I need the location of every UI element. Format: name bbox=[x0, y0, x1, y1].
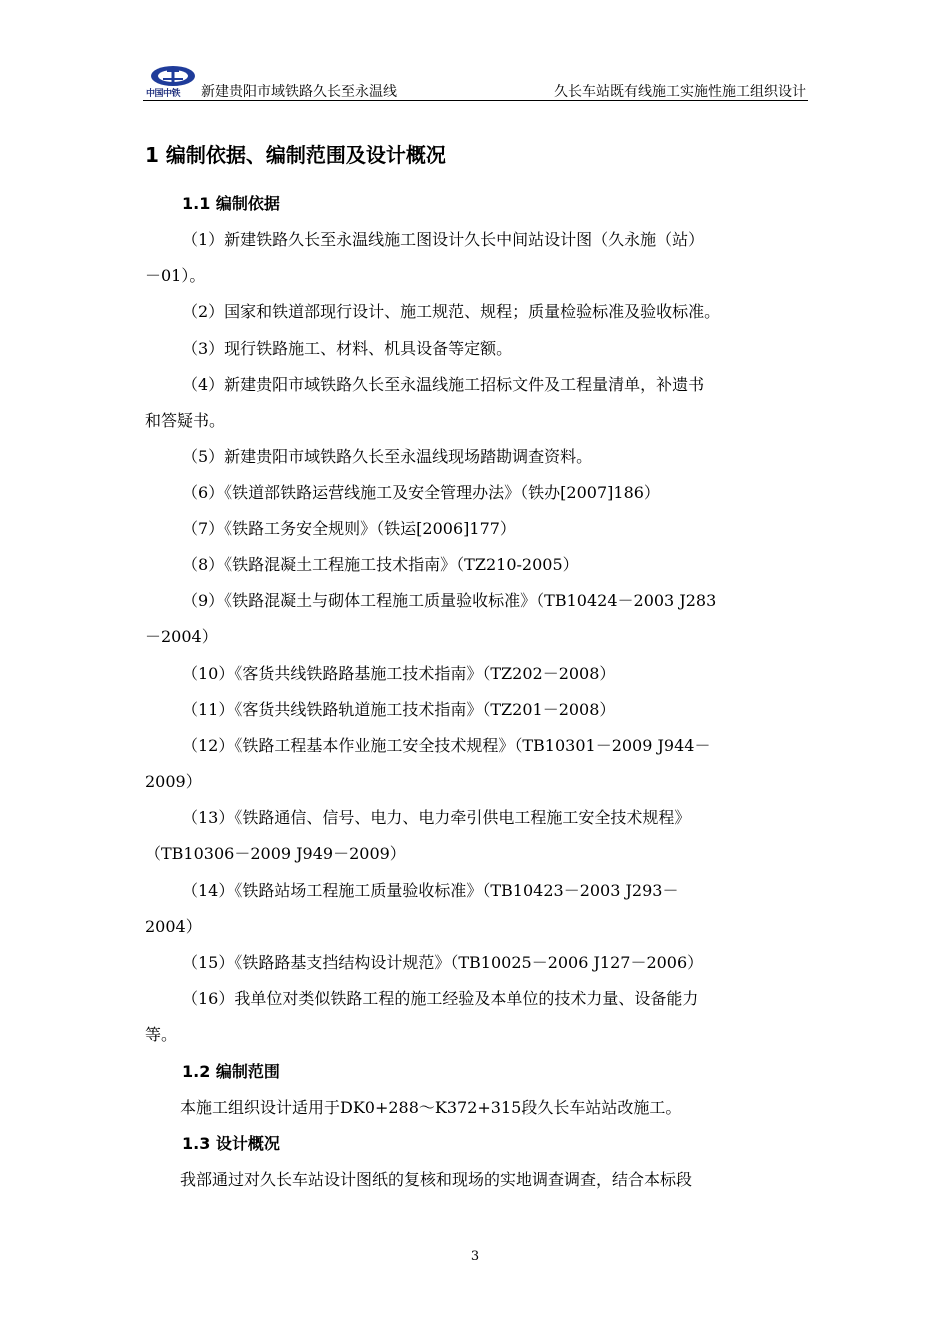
page-header bbox=[143, 64, 808, 101]
section-1-1-heading: 1.1 编制依据 bbox=[182, 194, 280, 213]
section-1-3-heading: 1.3 设计概况 bbox=[182, 1134, 280, 1153]
basis-line: （4）新建贵阳市域铁路久长至永温线施工招标文件及工程量清单，补遗书 bbox=[182, 375, 705, 394]
basis-line: （3）现行铁路施工、材料、机具设备等定额。 bbox=[182, 339, 513, 358]
basis-line: （6）《铁道部铁路运营线施工及安全管理办法》（铁办[2007]186） bbox=[182, 483, 660, 502]
basis-line: 和答疑书。 bbox=[145, 411, 226, 430]
basis-line: （13）《铁路通信、信号、电力、电力牵引供电工程施工安全技术规程》 bbox=[182, 808, 691, 827]
basis-line: －01）。 bbox=[145, 266, 206, 285]
logo-text: 中国中铁 bbox=[146, 89, 181, 99]
crec-logo-icon bbox=[145, 64, 201, 88]
basis-line: （1）新建铁路久长至永温线施工图设计久长中间站设计图（久永施（站） bbox=[182, 230, 705, 249]
header-document-title: 久长车站既有线施工实施性施工组织设计 bbox=[554, 84, 806, 100]
basis-line: （15）《铁路路基支挡结构设计规范》（TB10025－2006 J127－2006） bbox=[182, 953, 704, 972]
basis-line: （10）《客货共线铁路路基施工技术指南》（TZ202－2008） bbox=[182, 664, 616, 683]
scope-text: 本施工组织设计适用于DK0+288～K372+315段久长车站站改施工。 bbox=[180, 1098, 682, 1117]
basis-line: 等。 bbox=[145, 1025, 178, 1044]
basis-line: （TB10306－2009 J949－2009） bbox=[145, 844, 406, 863]
basis-line: 2009） bbox=[145, 772, 202, 791]
basis-line: （8）《铁路混凝土工程施工技术指南》（TZ210-2005） bbox=[182, 555, 579, 574]
basis-line: （16）我单位对类似铁路工程的施工经验及本单位的技术力量、设备能力 bbox=[182, 989, 699, 1008]
basis-line: （7）《铁路工务安全规则》（铁运[2006]177） bbox=[182, 519, 516, 538]
basis-line: （5）新建贵阳市域铁路久长至永温线现场踏勘调查资料。 bbox=[182, 447, 593, 466]
page-number: 3 bbox=[470, 1249, 480, 1264]
company-logo bbox=[145, 64, 201, 98]
basis-line: （14）《铁路站场工程施工质量验收标准》（TB10423－2003 J293－ bbox=[182, 881, 679, 900]
section-1-2-heading: 1.2 编制范围 bbox=[182, 1062, 280, 1081]
design-overview-text: 我部通过对久长车站设计图纸的复核和现场的实地调查调查，结合本标段 bbox=[180, 1170, 693, 1189]
header-project-title: 新建贵阳市域铁路久长至永温线 bbox=[201, 84, 397, 100]
basis-line: （2）国家和铁道部现行设计、施工规范、规程；质量检验标准及验收标准。 bbox=[182, 302, 721, 321]
basis-line: （12）《铁路工程基本作业施工安全技术规程》（TB10301－2009 J944－ bbox=[182, 736, 711, 755]
basis-line: （11）《客货共线铁路轨道施工技术指南》（TZ201－2008） bbox=[182, 700, 616, 719]
section-1-heading: 1 编制依据、编制范围及设计概况 bbox=[145, 143, 446, 167]
basis-line: 2004） bbox=[145, 917, 202, 936]
basis-line: －2004） bbox=[145, 627, 218, 646]
basis-line: （9）《铁路混凝土与砌体工程施工质量验收标准》（TB10424－2003 J283 bbox=[182, 591, 717, 610]
